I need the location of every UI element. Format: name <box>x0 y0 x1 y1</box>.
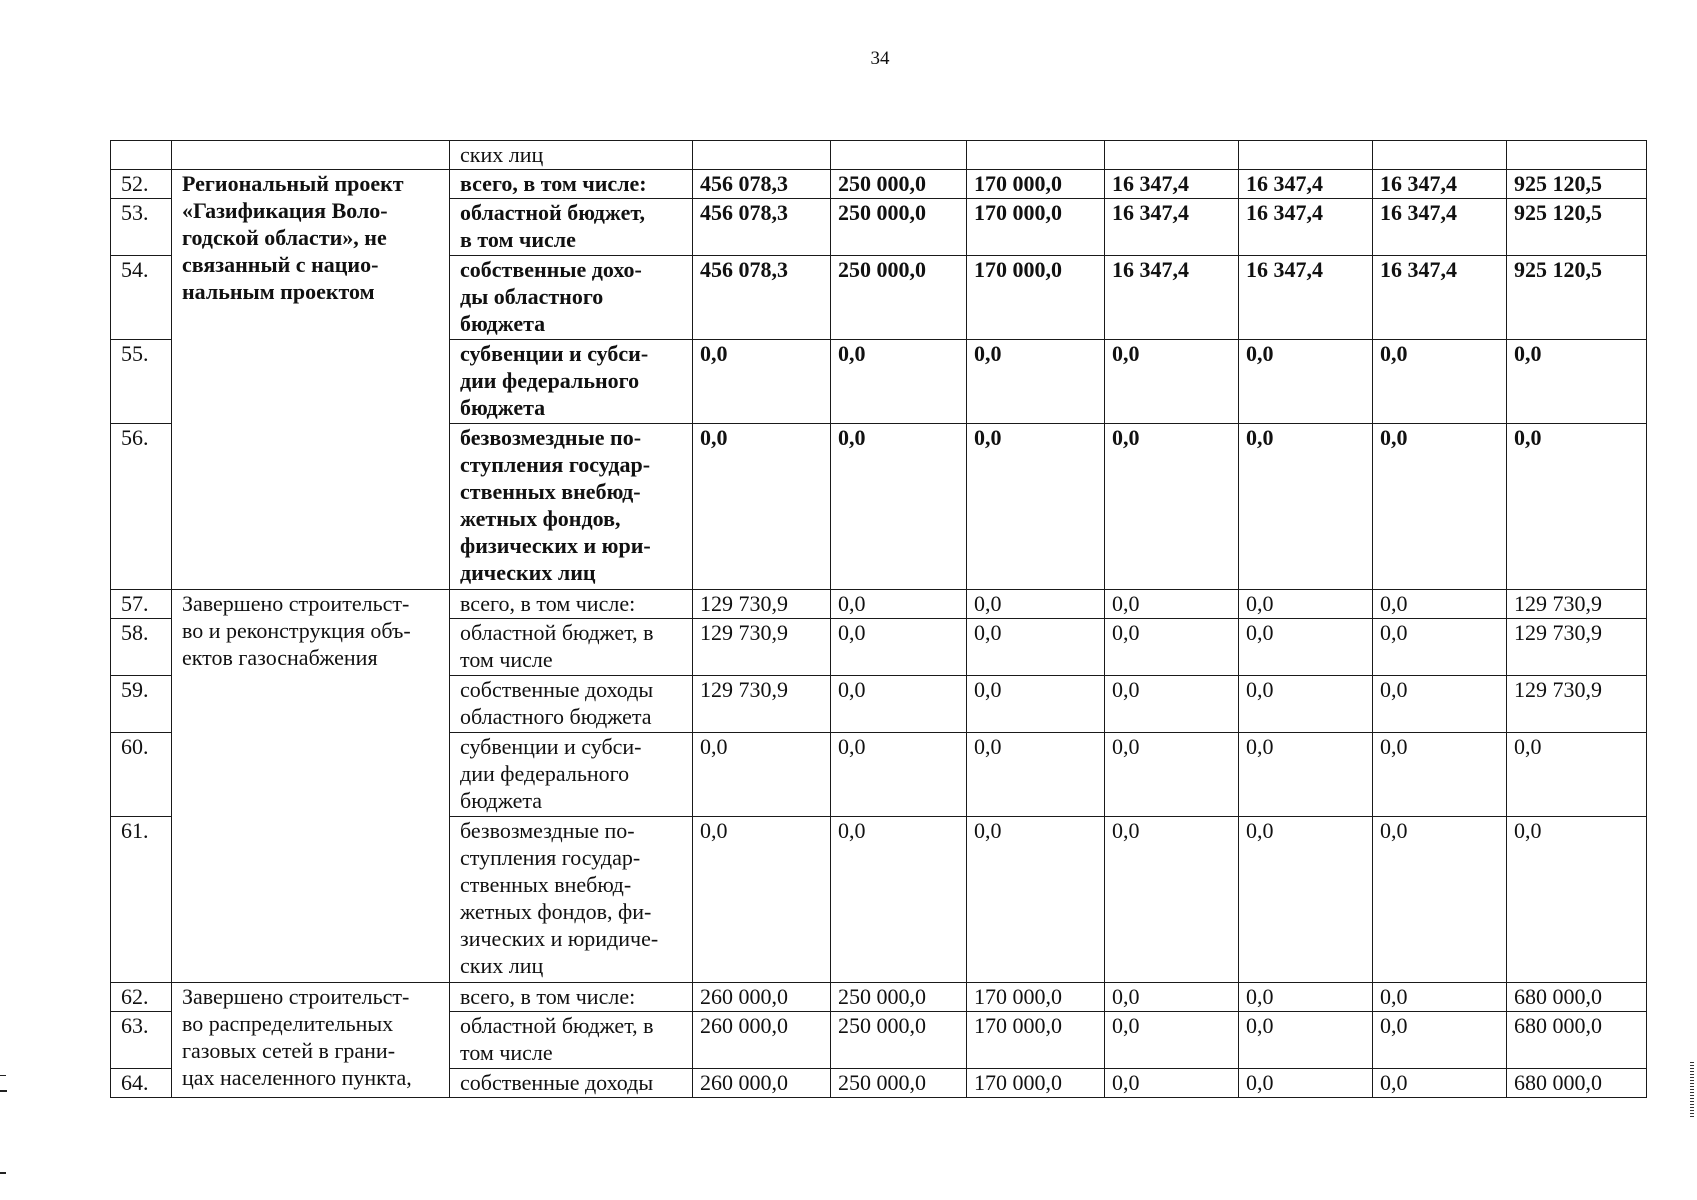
value-cell <box>1105 141 1239 170</box>
row-label-cell: субвенции и субси- дии федерального бюджета <box>450 340 693 424</box>
row-label-cell: всего, в том числе: <box>450 983 693 1012</box>
value-cell: 0,0 <box>1239 424 1373 590</box>
row-label-cell: областной бюджет, в том числе <box>450 1012 693 1069</box>
value-cell: 0,0 <box>1239 1069 1373 1098</box>
table-row <box>111 983 1647 1012</box>
row-label-cell: всего, в том числе: <box>450 170 693 199</box>
value-cell: 0,0 <box>1105 983 1239 1012</box>
value-cell: 0,0 <box>1373 1012 1507 1069</box>
value-cell <box>1373 141 1507 170</box>
value-cell: 0,0 <box>1507 340 1647 424</box>
value-cell: 16 347,4 <box>1373 256 1507 340</box>
scan-edge-mark <box>0 1090 7 1092</box>
value-cell: 250 000,0 <box>831 256 967 340</box>
value-cell: 0,0 <box>831 733 967 817</box>
value-cell: 925 120,5 <box>1507 199 1647 256</box>
group-name-cell: Завершено строительст- во и реконструкция объ- ектов газоснабжения <box>172 590 450 983</box>
value-cell: 0,0 <box>967 619 1105 676</box>
value-cell: 260 000,0 <box>693 1012 831 1069</box>
group-name-cell: Завершено строительст- во распределительных газовых сетей в грани- цах населенного пункта, <box>172 983 450 1098</box>
value-cell: 260 000,0 <box>693 983 831 1012</box>
row-number-cell: 52. <box>111 170 172 199</box>
value-cell: 16 347,4 <box>1373 170 1507 199</box>
group-name-cell <box>172 141 450 170</box>
table-row <box>111 590 1647 619</box>
value-cell: 0,0 <box>1239 817 1373 983</box>
row-number-cell: 61. <box>111 817 172 983</box>
row-number-cell <box>111 141 172 170</box>
value-cell: 925 120,5 <box>1507 170 1647 199</box>
row-number-cell: 63. <box>111 1012 172 1069</box>
value-cell: 456 078,3 <box>693 170 831 199</box>
value-cell: 0,0 <box>1507 733 1647 817</box>
value-cell: 16 347,4 <box>1105 170 1239 199</box>
value-cell: 0,0 <box>831 424 967 590</box>
scan-edge-mark <box>0 1172 6 1174</box>
row-number-cell: 62. <box>111 983 172 1012</box>
value-cell: 680 000,0 <box>1507 1069 1647 1098</box>
value-cell: 0,0 <box>1105 619 1239 676</box>
value-cell: 0,0 <box>967 817 1105 983</box>
value-cell: 0,0 <box>831 817 967 983</box>
value-cell: 0,0 <box>1105 733 1239 817</box>
row-label-cell: безвозмездные по- ступления государ- ственных внебюд- жетных фондов, фи- зических и юридиче- ских лиц <box>450 817 693 983</box>
value-cell: 0,0 <box>831 340 967 424</box>
value-cell: 0,0 <box>1105 1012 1239 1069</box>
value-cell: 0,0 <box>831 676 967 733</box>
value-cell <box>1507 141 1647 170</box>
value-cell: 0,0 <box>1239 676 1373 733</box>
value-cell: 129 730,9 <box>693 590 831 619</box>
value-cell: 0,0 <box>693 733 831 817</box>
row-label-cell: собственные доходы областного бюджета <box>450 676 693 733</box>
value-cell: 250 000,0 <box>831 199 967 256</box>
scan-edge-mark <box>0 1075 6 1076</box>
value-cell: 0,0 <box>1105 590 1239 619</box>
page-number: 34 <box>870 48 890 69</box>
value-cell: 250 000,0 <box>831 1012 967 1069</box>
value-cell: 0,0 <box>1105 817 1239 983</box>
value-cell: 0,0 <box>693 340 831 424</box>
value-cell: 0,0 <box>1507 424 1647 590</box>
value-cell: 0,0 <box>1239 340 1373 424</box>
value-cell: 0,0 <box>1373 733 1507 817</box>
value-cell: 0,0 <box>967 424 1105 590</box>
value-cell: 925 120,5 <box>1507 256 1647 340</box>
value-cell: 0,0 <box>693 424 831 590</box>
scan-edge-mark <box>1690 1062 1694 1117</box>
row-number-cell: 58. <box>111 619 172 676</box>
value-cell: 16 347,4 <box>1105 199 1239 256</box>
value-cell: 0,0 <box>1373 983 1507 1012</box>
row-number-cell: 64. <box>111 1069 172 1098</box>
table-row <box>111 170 1647 199</box>
value-cell: 0,0 <box>1373 817 1507 983</box>
value-cell: 0,0 <box>1105 676 1239 733</box>
value-cell: 680 000,0 <box>1507 1012 1647 1069</box>
value-cell: 170 000,0 <box>967 1012 1105 1069</box>
row-label-cell: собственные дохо- ды областного бюджета <box>450 256 693 340</box>
value-cell: 170 000,0 <box>967 983 1105 1012</box>
value-cell: 0,0 <box>1105 1069 1239 1098</box>
value-cell: 0,0 <box>1373 676 1507 733</box>
value-cell: 0,0 <box>1373 590 1507 619</box>
value-cell: 170 000,0 <box>967 256 1105 340</box>
value-cell: 0,0 <box>967 676 1105 733</box>
value-cell: 0,0 <box>1239 983 1373 1012</box>
row-number-cell: 53. <box>111 199 172 256</box>
row-number-cell: 56. <box>111 424 172 590</box>
value-cell: 129 730,9 <box>693 676 831 733</box>
value-cell: 170 000,0 <box>967 170 1105 199</box>
budget-table <box>110 140 1647 1098</box>
row-number-cell: 57. <box>111 590 172 619</box>
value-cell: 260 000,0 <box>693 1069 831 1098</box>
value-cell: 250 000,0 <box>831 1069 967 1098</box>
value-cell: 0,0 <box>1239 1012 1373 1069</box>
value-cell: 250 000,0 <box>831 170 967 199</box>
value-cell: 129 730,9 <box>1507 676 1647 733</box>
value-cell: 0,0 <box>831 619 967 676</box>
row-label-cell: областной бюджет, в том числе <box>450 199 693 256</box>
value-cell: 0,0 <box>967 733 1105 817</box>
value-cell: 0,0 <box>1373 1069 1507 1098</box>
value-cell: 0,0 <box>1105 340 1239 424</box>
value-cell: 16 347,4 <box>1373 199 1507 256</box>
value-cell: 170 000,0 <box>967 199 1105 256</box>
value-cell: 0,0 <box>1373 340 1507 424</box>
value-cell: 680 000,0 <box>1507 983 1647 1012</box>
value-cell: 129 730,9 <box>693 619 831 676</box>
value-cell: 0,0 <box>831 590 967 619</box>
value-cell <box>967 141 1105 170</box>
continued-row <box>111 141 1647 170</box>
value-cell <box>1239 141 1373 170</box>
value-cell: 0,0 <box>693 817 831 983</box>
row-label-cell: субвенции и субси- дии федерального бюджета <box>450 733 693 817</box>
value-cell: 0,0 <box>967 590 1105 619</box>
value-cell <box>831 141 967 170</box>
value-cell: 16 347,4 <box>1105 256 1239 340</box>
row-number-cell: 59. <box>111 676 172 733</box>
row-number-cell: 60. <box>111 733 172 817</box>
value-cell <box>693 141 831 170</box>
value-cell: 0,0 <box>1239 619 1373 676</box>
value-cell: 0,0 <box>967 340 1105 424</box>
value-cell: 0,0 <box>1507 817 1647 983</box>
row-number-cell: 54. <box>111 256 172 340</box>
row-label-cell: всего, в том числе: <box>450 590 693 619</box>
value-cell: 0,0 <box>1239 590 1373 619</box>
value-cell: 0,0 <box>1105 424 1239 590</box>
row-number-cell: 55. <box>111 340 172 424</box>
value-cell: 129 730,9 <box>1507 590 1647 619</box>
value-cell: 0,0 <box>1373 424 1507 590</box>
value-cell: 0,0 <box>1373 619 1507 676</box>
row-label-cell: собственные доходы <box>450 1069 693 1098</box>
row-label-cell: областной бюджет, в том числе <box>450 619 693 676</box>
value-cell: 170 000,0 <box>967 1069 1105 1098</box>
value-cell: 16 347,4 <box>1239 256 1373 340</box>
group-name-cell: Региональный проект «Газификация Воло- годской области», не связанный с нацио- нальным проектом <box>172 170 450 590</box>
value-cell: 456 078,3 <box>693 256 831 340</box>
value-cell: 250 000,0 <box>831 983 967 1012</box>
row-label-cell: ских лиц <box>450 141 693 170</box>
value-cell: 16 347,4 <box>1239 199 1373 256</box>
value-cell: 456 078,3 <box>693 199 831 256</box>
row-label-cell: безвозмездные по- ступления государ- ственных внебюд- жетных фондов, физических и юри- дических лиц <box>450 424 693 590</box>
value-cell: 16 347,4 <box>1239 170 1373 199</box>
table-body <box>111 141 1647 1098</box>
value-cell: 0,0 <box>1239 733 1373 817</box>
value-cell: 129 730,9 <box>1507 619 1647 676</box>
